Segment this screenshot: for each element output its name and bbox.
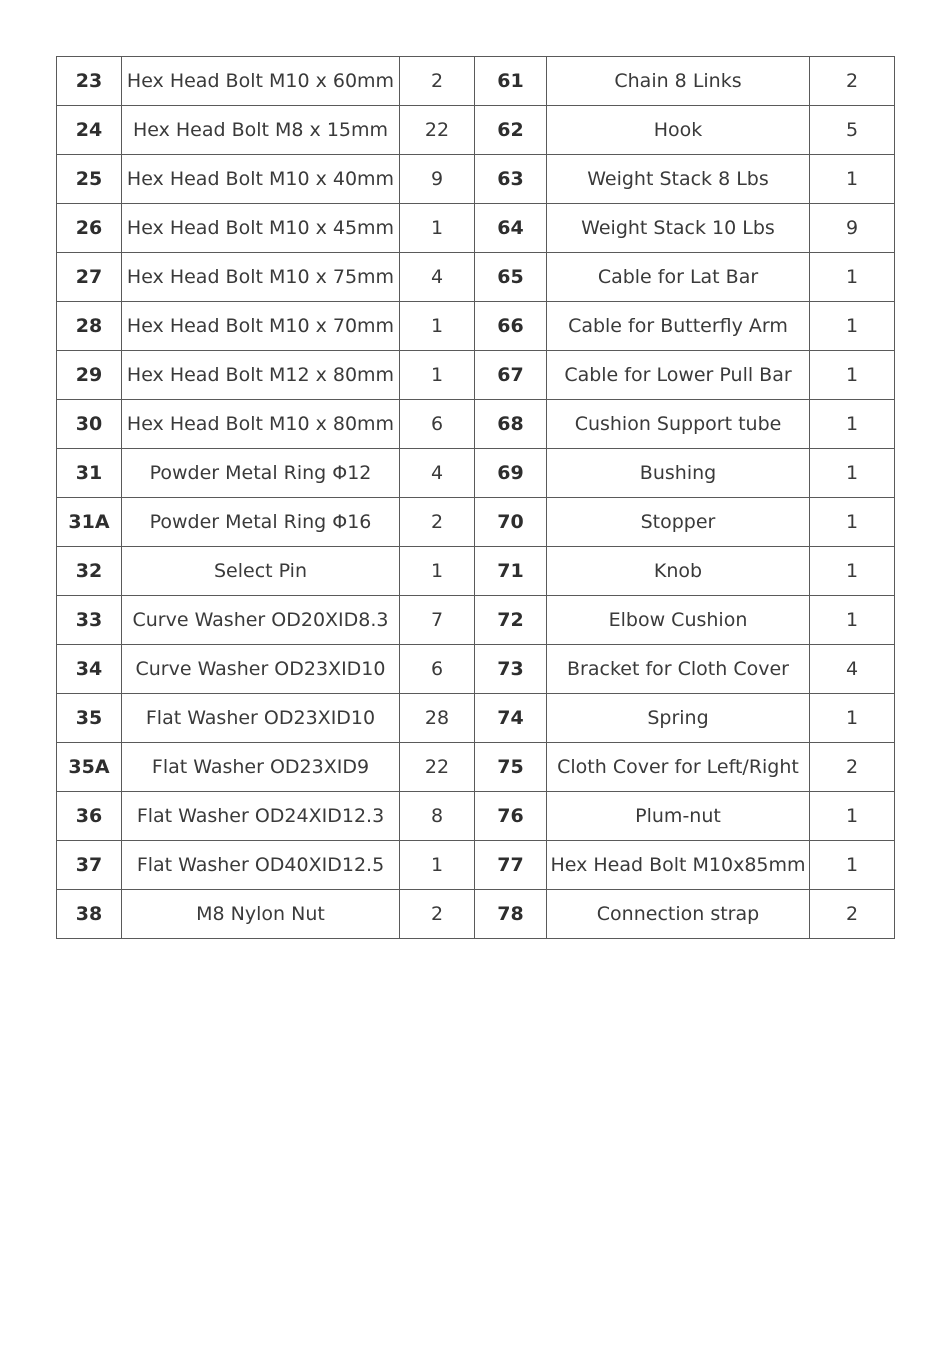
part-quantity-cell: 6 xyxy=(400,645,475,694)
table-row xyxy=(57,498,895,547)
part-number-cell: 72 xyxy=(475,596,547,645)
part-description-cell: Flat Washer OD23XID9 xyxy=(122,743,400,792)
part-quantity-cell: 1 xyxy=(400,547,475,596)
part-number-cell: 73 xyxy=(475,645,547,694)
part-description-cell: Flat Washer OD24XID12.3 xyxy=(122,792,400,841)
table-row xyxy=(57,547,895,596)
part-quantity-cell: 28 xyxy=(400,694,475,743)
part-number-cell: 27 xyxy=(57,253,122,302)
part-quantity-cell: 2 xyxy=(400,890,475,939)
part-description-cell: Hex Head Bolt M10 x 70mm xyxy=(122,302,400,351)
part-description-cell: Cable for Butterfly Arm xyxy=(547,302,810,351)
part-quantity-cell: 22 xyxy=(400,743,475,792)
table-row xyxy=(57,351,895,400)
table-row xyxy=(57,302,895,351)
table-row xyxy=(57,57,895,106)
part-description-cell: Bushing xyxy=(547,449,810,498)
part-description-cell: Powder Metal Ring Φ12 xyxy=(122,449,400,498)
part-quantity-cell: 2 xyxy=(810,57,895,106)
part-number-cell: 76 xyxy=(475,792,547,841)
part-number-cell: 70 xyxy=(475,498,547,547)
part-quantity-cell: 1 xyxy=(810,302,895,351)
part-number-cell: 78 xyxy=(475,890,547,939)
part-description-cell: Cloth Cover for Left/Right xyxy=(547,743,810,792)
part-description-cell: Knob xyxy=(547,547,810,596)
part-description-cell: Hex Head Bolt M10 x 75mm xyxy=(122,253,400,302)
part-quantity-cell: 4 xyxy=(400,449,475,498)
part-quantity-cell: 2 xyxy=(400,498,475,547)
part-description-cell: Plum-nut xyxy=(547,792,810,841)
part-description-cell: Hex Head Bolt M10x85mm xyxy=(547,841,810,890)
part-number-cell: 26 xyxy=(57,204,122,253)
part-quantity-cell: 1 xyxy=(810,155,895,204)
table-row xyxy=(57,449,895,498)
part-quantity-cell: 4 xyxy=(810,645,895,694)
part-number-cell: 68 xyxy=(475,400,547,449)
part-quantity-cell: 1 xyxy=(810,694,895,743)
part-quantity-cell: 1 xyxy=(400,351,475,400)
part-description-cell: Flat Washer OD23XID10 xyxy=(122,694,400,743)
part-number-cell: 66 xyxy=(475,302,547,351)
part-number-cell: 23 xyxy=(57,57,122,106)
part-quantity-cell: 1 xyxy=(810,351,895,400)
parts-list-table xyxy=(56,56,895,939)
part-description-cell: Cable for Lat Bar xyxy=(547,253,810,302)
part-number-cell: 77 xyxy=(475,841,547,890)
part-description-cell: Hex Head Bolt M8 x 15mm xyxy=(122,106,400,155)
part-description-cell: Hex Head Bolt M12 x 80mm xyxy=(122,351,400,400)
part-number-cell: 24 xyxy=(57,106,122,155)
part-description-cell: Cushion Support tube xyxy=(547,400,810,449)
part-number-cell: 35 xyxy=(57,694,122,743)
part-description-cell: Hex Head Bolt M10 x 60mm xyxy=(122,57,400,106)
part-description-cell: Cable for Lower Pull Bar xyxy=(547,351,810,400)
part-quantity-cell: 1 xyxy=(810,498,895,547)
table-row xyxy=(57,841,895,890)
table-row xyxy=(57,596,895,645)
part-quantity-cell: 1 xyxy=(400,841,475,890)
part-quantity-cell: 1 xyxy=(810,449,895,498)
part-quantity-cell: 2 xyxy=(810,890,895,939)
part-number-cell: 63 xyxy=(475,155,547,204)
part-description-cell: Hex Head Bolt M10 x 80mm xyxy=(122,400,400,449)
part-quantity-cell: 2 xyxy=(810,743,895,792)
part-description-cell: Elbow Cushion xyxy=(547,596,810,645)
part-number-cell: 75 xyxy=(475,743,547,792)
table-row xyxy=(57,204,895,253)
part-description-cell: Weight Stack 8 Lbs xyxy=(547,155,810,204)
part-number-cell: 65 xyxy=(475,253,547,302)
part-description-cell: Hex Head Bolt M10 x 45mm xyxy=(122,204,400,253)
part-quantity-cell: 1 xyxy=(400,204,475,253)
part-description-cell: Curve Washer OD23XID10 xyxy=(122,645,400,694)
part-number-cell: 28 xyxy=(57,302,122,351)
part-number-cell: 64 xyxy=(475,204,547,253)
table-row xyxy=(57,645,895,694)
part-description-cell: Bracket for Cloth Cover xyxy=(547,645,810,694)
part-number-cell: 25 xyxy=(57,155,122,204)
part-quantity-cell: 22 xyxy=(400,106,475,155)
part-description-cell: Powder Metal Ring Φ16 xyxy=(122,498,400,547)
part-number-cell: 69 xyxy=(475,449,547,498)
part-number-cell: 37 xyxy=(57,841,122,890)
table-row xyxy=(57,155,895,204)
part-quantity-cell: 1 xyxy=(810,547,895,596)
part-description-cell: Stopper xyxy=(547,498,810,547)
part-quantity-cell: 4 xyxy=(400,253,475,302)
part-description-cell: Connection strap xyxy=(547,890,810,939)
part-quantity-cell: 1 xyxy=(810,253,895,302)
part-description-cell: M8 Nylon Nut xyxy=(122,890,400,939)
part-quantity-cell: 6 xyxy=(400,400,475,449)
part-description-cell: Weight Stack 10 Lbs xyxy=(547,204,810,253)
part-description-cell: Chain 8 Links xyxy=(547,57,810,106)
parts-list-body xyxy=(57,57,895,939)
part-description-cell: Curve Washer OD20XID8.3 xyxy=(122,596,400,645)
part-number-cell: 31A xyxy=(57,498,122,547)
part-quantity-cell: 1 xyxy=(810,841,895,890)
table-row xyxy=(57,743,895,792)
part-number-cell: 32 xyxy=(57,547,122,596)
part-quantity-cell: 2 xyxy=(400,57,475,106)
part-description-cell: Flat Washer OD40XID12.5 xyxy=(122,841,400,890)
part-description-cell: Hex Head Bolt M10 x 40mm xyxy=(122,155,400,204)
part-number-cell: 35A xyxy=(57,743,122,792)
part-quantity-cell: 1 xyxy=(810,596,895,645)
part-number-cell: 30 xyxy=(57,400,122,449)
part-number-cell: 36 xyxy=(57,792,122,841)
part-quantity-cell: 1 xyxy=(400,302,475,351)
part-quantity-cell: 9 xyxy=(400,155,475,204)
part-quantity-cell: 9 xyxy=(810,204,895,253)
table-row xyxy=(57,253,895,302)
part-quantity-cell: 1 xyxy=(810,400,895,449)
part-quantity-cell: 1 xyxy=(810,792,895,841)
part-quantity-cell: 5 xyxy=(810,106,895,155)
part-number-cell: 38 xyxy=(57,890,122,939)
part-number-cell: 33 xyxy=(57,596,122,645)
part-number-cell: 71 xyxy=(475,547,547,596)
part-number-cell: 29 xyxy=(57,351,122,400)
part-description-cell: Hook xyxy=(547,106,810,155)
part-quantity-cell: 7 xyxy=(400,596,475,645)
part-quantity-cell: 8 xyxy=(400,792,475,841)
table-row xyxy=(57,694,895,743)
part-description-cell: Select Pin xyxy=(122,547,400,596)
part-number-cell: 31 xyxy=(57,449,122,498)
table-row xyxy=(57,400,895,449)
part-description-cell: Spring xyxy=(547,694,810,743)
part-number-cell: 62 xyxy=(475,106,547,155)
part-number-cell: 34 xyxy=(57,645,122,694)
table-row xyxy=(57,106,895,155)
part-number-cell: 67 xyxy=(475,351,547,400)
part-number-cell: 74 xyxy=(475,694,547,743)
table-row xyxy=(57,890,895,939)
table-row xyxy=(57,792,895,841)
part-number-cell: 61 xyxy=(475,57,547,106)
